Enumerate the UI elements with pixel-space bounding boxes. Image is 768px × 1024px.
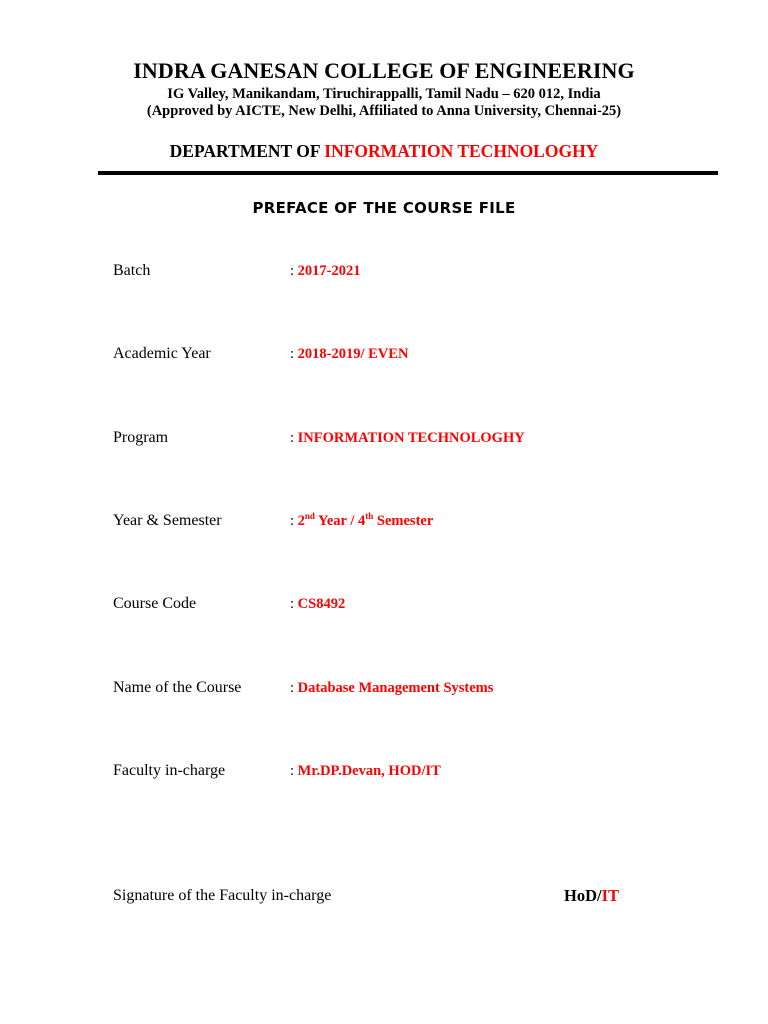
field-colon: : xyxy=(290,263,298,279)
field-colon: : xyxy=(290,346,298,362)
semester-text: Semester xyxy=(373,513,434,529)
field-value xyxy=(290,346,408,363)
field-label: Name of the Course xyxy=(113,679,242,696)
year-semester-value xyxy=(298,513,434,529)
field-value xyxy=(290,763,441,780)
year-text: Year / 4 xyxy=(314,513,366,529)
field-value xyxy=(290,680,493,697)
college-address: IG Valley, Manikandam, Tiruchirappalli, Tamil Nadu – 620 012, India xyxy=(167,86,601,102)
field-course-name xyxy=(113,679,673,701)
hod-prefix: HoD/ xyxy=(564,886,602,905)
college-name: INDRA GANESAN COLLEGE OF ENGINEERING xyxy=(133,58,635,83)
field-program xyxy=(113,429,673,451)
document-title: PREFACE OF THE COURSE FILE xyxy=(252,199,516,217)
field-academic-year xyxy=(113,345,673,367)
field-batch xyxy=(113,262,673,284)
field-colon: : xyxy=(290,680,298,696)
field-colon: : xyxy=(290,763,298,779)
header-divider xyxy=(98,171,718,175)
field-colon: : xyxy=(290,596,298,612)
field-value xyxy=(290,263,361,280)
field-label: Academic Year xyxy=(113,345,211,362)
field-year-semester xyxy=(113,512,673,534)
field-faculty xyxy=(113,762,673,784)
year-number: 2 xyxy=(297,513,305,529)
year-suffix: nd xyxy=(304,511,315,522)
field-colon: : xyxy=(290,430,298,446)
field-label: Course Code xyxy=(113,595,197,612)
course-name-value: Database Management Systems xyxy=(297,680,494,696)
hod-dept: IT xyxy=(601,886,620,905)
department-prefix: DEPARTMENT OF xyxy=(169,141,320,161)
semester-suffix: th xyxy=(365,511,374,522)
field-value xyxy=(290,596,345,613)
field-colon: : xyxy=(290,513,298,529)
college-affiliation: (Approved by AICTE, New Delhi, Affiliated to Anna University, Chennai-25) xyxy=(146,103,622,119)
department-heading xyxy=(0,141,768,162)
field-value xyxy=(290,513,433,530)
field-label: Program xyxy=(113,429,169,446)
course-code-value: CS8492 xyxy=(297,596,346,612)
faculty-value: Mr.DP.Devan, HOD/IT xyxy=(297,763,441,779)
program-value: INFORMATION TECHNOLOGHY xyxy=(297,430,525,446)
hod-signature-label xyxy=(564,886,619,906)
field-label: Year & Semester xyxy=(113,512,222,529)
academic-year-value: 2018-2019/ EVEN xyxy=(297,346,409,362)
department-name: INFORMATION TECHNOLOGHY xyxy=(324,141,599,161)
field-label: Batch xyxy=(113,262,151,279)
field-course-code xyxy=(113,595,673,617)
field-value xyxy=(290,430,525,447)
batch-value: 2017-2021 xyxy=(297,263,361,279)
field-label: Faculty in-charge xyxy=(113,762,226,779)
faculty-signature-label: Signature of the Faculty in-charge xyxy=(113,887,332,904)
